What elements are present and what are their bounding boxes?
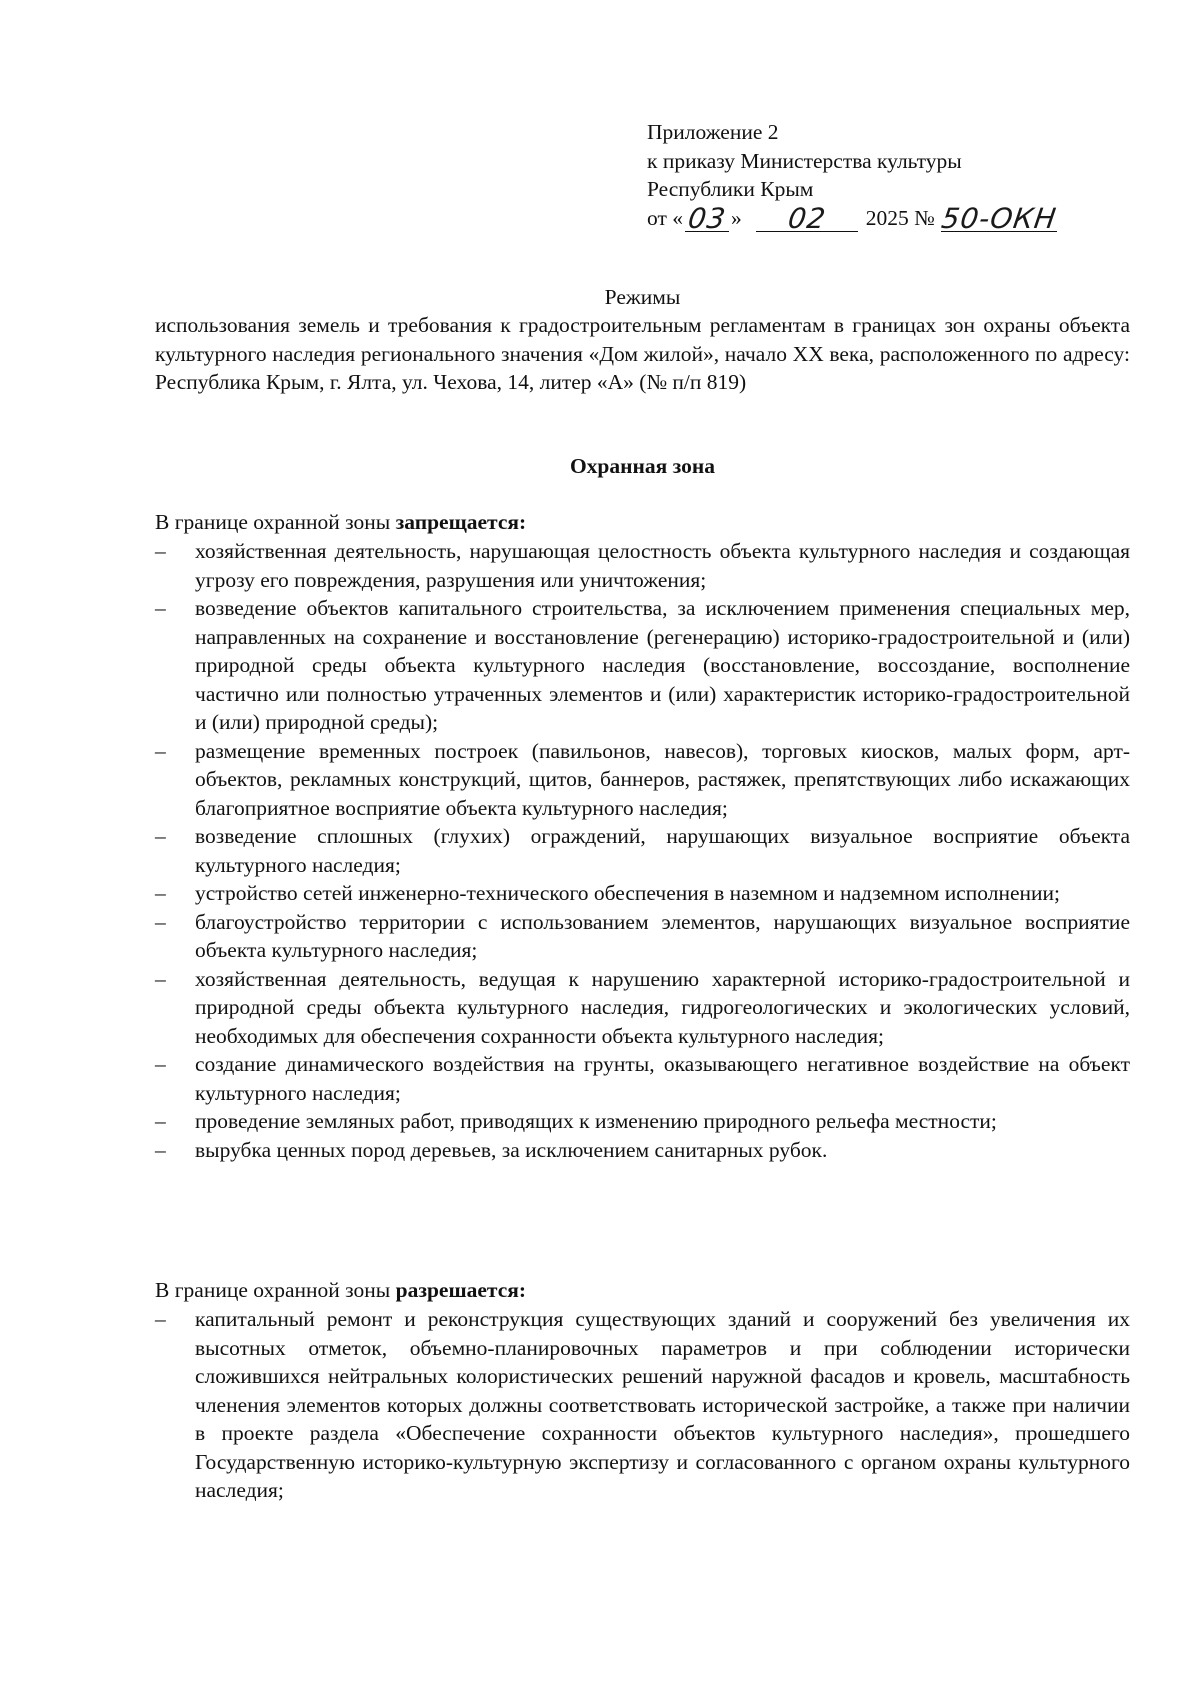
appendix-line-3: Республики Крым xyxy=(647,177,814,201)
list-item xyxy=(155,1305,1130,1505)
dash-marker: – xyxy=(155,966,166,991)
dash-marker: – xyxy=(155,738,166,763)
dash-marker: – xyxy=(155,1052,166,1076)
list-item xyxy=(155,1050,1130,1107)
list-item xyxy=(155,965,1130,1051)
list-item-text: возведение объектов капитального строительства, за исключением применения специальных мер, направленных на сохранение и восстановление (регенерацию) историко-градостроительной и (или) природной среды объекта культурного наследия (восстановление, воссоздание, восполнение частично или полностью утраченных элементов и (или) характеристик историко-градостроительной и (или) природной среды); xyxy=(195,596,1130,734)
list-item xyxy=(155,1107,1130,1136)
dash-marker: – xyxy=(155,881,166,905)
prohibited-lead xyxy=(155,508,1130,537)
day-blank xyxy=(685,201,729,235)
list-item-text: проведение земляных работ, приводящих к изменению природного рельефа местности; xyxy=(195,1109,997,1133)
list-item xyxy=(155,822,1130,879)
allowed-lead-bold: разрешается: xyxy=(395,1278,527,1302)
document-title: Режимы xyxy=(604,285,681,309)
number-blank xyxy=(939,201,1059,235)
section-title: Охранная зона xyxy=(569,454,716,478)
dash-marker: – xyxy=(155,824,166,848)
list-item-text: размещение временных построек (павильонов, навесов), торговых киосков, малых форм, арт-объектов, рекламных конструкций, щитов, баннеров, растяжек, препятствующих либо искажающих благоприятное восприятие объекта культурного наследия; xyxy=(195,738,1130,820)
list-item xyxy=(155,1136,1130,1165)
allowed-lead-text: В границе охранной зоны xyxy=(155,1278,396,1302)
list-item-text: возведение сплошных (глухих) ограждений, нарушающих визуальное восприятие объекта культурного наследия; xyxy=(195,824,1130,877)
dash-marker: – xyxy=(155,909,166,934)
handwritten-month: 02 xyxy=(785,201,828,235)
year-number-label: 2025 № xyxy=(865,205,935,230)
appendix-header xyxy=(647,118,1117,235)
document-subject: использования земель и требования к градостроительным регламентам в границах зон охраны объекта культурного наследия регионального значения «Дом жилой», начало XX века, расположенного по адресу: Республика Крым, г. Ялта, ул. Чехова, 14, литер «А» (№ п/п 819) xyxy=(155,313,1130,394)
prohibited-lead-text: В границе охранной зоны xyxy=(155,510,396,534)
dash-marker: – xyxy=(155,1307,166,1331)
prohibited-lead-bold: запрещается: xyxy=(395,510,527,534)
allowed-list xyxy=(155,1305,1130,1505)
handwritten-day: 03 xyxy=(685,201,729,235)
list-item xyxy=(155,537,1130,594)
handwritten-number: 50-ОКН xyxy=(939,201,1059,235)
list-item xyxy=(155,879,1130,908)
date-prefix: от « xyxy=(647,205,683,230)
dash-marker: – xyxy=(155,596,166,620)
list-item-text: создание динамического воздействия на грунты, оказывающего негативное воздействие на объект культурного наследия; xyxy=(195,1052,1130,1105)
list-item xyxy=(155,737,1130,823)
list-item-text: вырубка ценных пород деревьев, за исключением санитарных рубок. xyxy=(195,1137,828,1162)
list-item-text: хозяйственная деятельность, ведущая к нарушению характерной историко-градостроительной и природной среды объекта культурного наследия, гидрогеологических и экологических условий, необходимых для обеспечения сохранности объекта культурного наследия; xyxy=(195,966,1130,1048)
dash-marker: – xyxy=(155,1137,166,1162)
list-item-text: благоустройство территории с использованием элементов, нарушающих визуальное восприятие объекта культурного наследия; xyxy=(195,909,1130,962)
allowed-lead xyxy=(155,1276,1130,1305)
dash-marker: – xyxy=(155,539,166,563)
list-item-text: капитальный ремонт и реконструкция существующих зданий и сооружений без увеличения их высотных отметок, объемно-планировочных параметров и при соблюдении исторически сложившихся нейтральных колористических решений наружной фасадов и кровель, масштабность членения элементов которых должны соответствовать исторической застройке, а также при наличии в проекте раздела «Обеспечение сохранности объектов культурного наследия», прошедшего Государственную историко-культурную экспертизу и согласованного с органом охраны культурного наследия; xyxy=(195,1307,1130,1502)
list-item xyxy=(155,908,1130,965)
appendix-line-2: к приказу Министерства культуры xyxy=(647,148,962,173)
list-item-text: хозяйственная деятельность, нарушающая целостность объекта культурного наследия и создающая угрозу его повреждения, разрушения или уничтожения; xyxy=(195,539,1130,592)
list-item-text: устройство сетей инженерно-технического обеспечения в наземном и надземном исполнении; xyxy=(195,881,1060,905)
appendix-line-1: Приложение 2 xyxy=(647,120,779,144)
dash-marker: – xyxy=(155,1109,166,1133)
prohibited-list xyxy=(155,537,1130,1164)
list-item xyxy=(155,594,1130,737)
date-mid: » xyxy=(731,205,742,230)
order-date-number xyxy=(647,201,1117,235)
month-blank xyxy=(756,201,858,235)
